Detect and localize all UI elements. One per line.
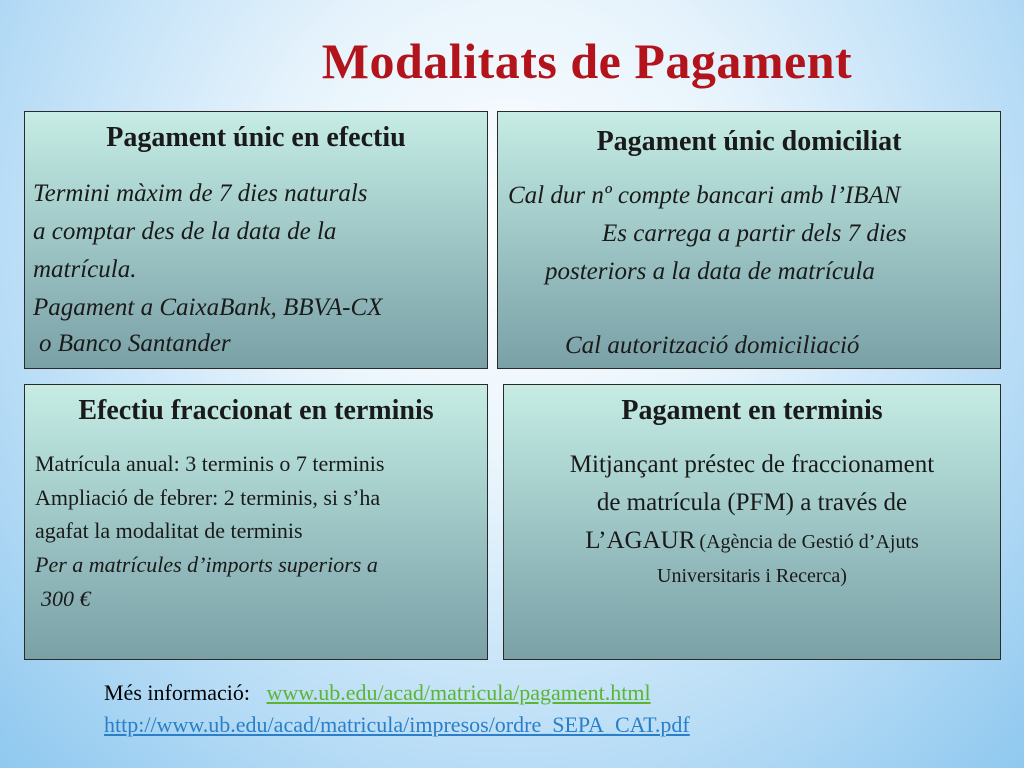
box-text-line: a comptar des de la data de la: [33, 218, 337, 245]
box-pagament-efectiu: [24, 111, 488, 369]
more-info-line: [104, 680, 651, 706]
box-text-line: Matrícula anual: 3 terminis o 7 terminis: [35, 451, 385, 476]
box-text-line: de matrícula (PFM) a través de: [596, 489, 908, 516]
sepa-link[interactable]: http://www.ub.edu/acad/matricula/impresos/ordre_SEPA_CAT.pdf: [104, 712, 690, 737]
box-text-line: [504, 527, 1000, 555]
box-text-line: o Banco Santander: [39, 330, 231, 357]
agaur-expansion: (Agència de Gestió d’Ajuts: [699, 531, 919, 553]
box-text-line: Universitaris i Recerca): [657, 565, 847, 587]
box-efectiu-fraccionat: [24, 384, 488, 660]
slide-title: Modalitats de Pagament: [321, 33, 853, 89]
box-text-line: Ampliació de febrer: 2 terminis, si s’ha: [35, 485, 381, 510]
box-text-line: agafat la modalitat de terminis: [35, 518, 303, 543]
box-text-line: matrícula.: [33, 256, 137, 283]
box-text-line: Cal autorització domiciliació: [565, 332, 860, 359]
box-text-line: Pagament a CaixaBank, BBVA-CX: [33, 294, 383, 321]
box-pagament-terminis: [503, 384, 1001, 660]
box-heading: Pagament en terminis: [621, 395, 883, 426]
agaur-text: L’AGAUR: [585, 527, 696, 554]
box-text-line: Es carrega a partir dels 7 dies: [602, 220, 907, 247]
box-text-line: Termini màxim de 7 dies naturals: [33, 180, 368, 207]
box-text-line: 300 €: [41, 586, 91, 611]
more-info-label: Més informació:: [104, 680, 251, 705]
box-text-line: Per a matrícules d’imports superiors a: [35, 552, 378, 577]
box-text-line: Mitjançant préstec de fraccionament: [569, 451, 935, 478]
pagament-link[interactable]: www.ub.edu/acad/matricula/pagament.html: [266, 680, 651, 705]
box-heading: Efectiu fraccionat en terminis: [78, 395, 434, 426]
box-text-line: posteriors a la data de matrícula: [545, 258, 875, 285]
box-heading: Pagament únic domiciliat: [596, 126, 902, 157]
box-text-line: Cal dur nº compte bancari amb l’IBAN: [508, 182, 901, 209]
box-heading: Pagament únic en efectiu: [106, 122, 406, 153]
sepa-link-line: [104, 712, 690, 738]
box-pagament-domiciliat: [497, 111, 1001, 369]
